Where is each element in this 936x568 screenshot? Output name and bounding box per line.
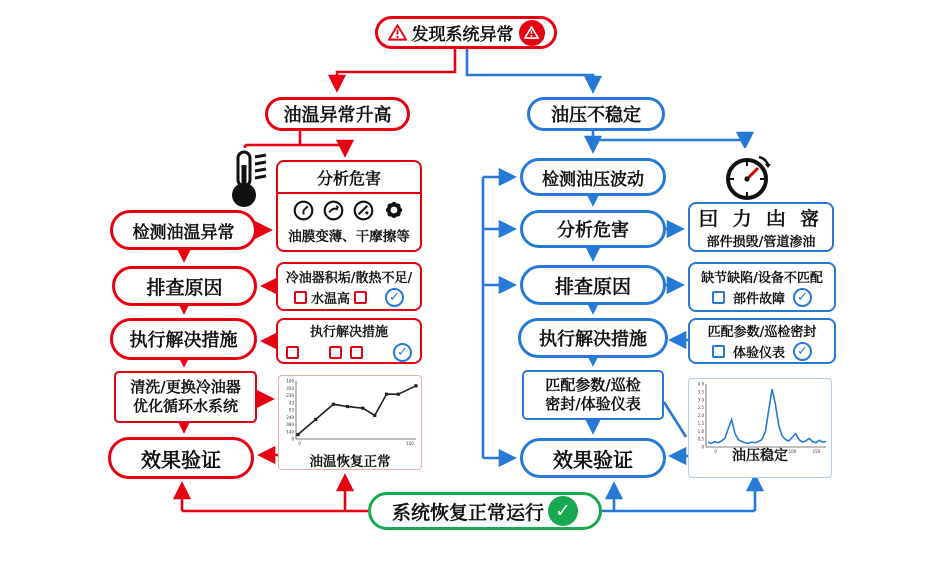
node-analyze-hazard-right: [520, 210, 666, 248]
svg-text:230: 230: [286, 393, 294, 398]
gear-icon: [383, 199, 405, 221]
svg-text:150: 150: [812, 449, 821, 454]
node-investigate-cause-right: [520, 265, 666, 305]
svg-text:0.5: 0.5: [697, 436, 704, 442]
measure-box-left: [276, 318, 422, 364]
check-circle-green-icon: ✓: [548, 496, 578, 526]
node-investigate-cause-left: [112, 266, 257, 306]
warning-triangle-badge-icon: [519, 20, 545, 46]
cause-line1: 缺节缺陷/设备不匹配: [701, 271, 823, 286]
chart-caption: 油压稳定: [732, 448, 788, 464]
measure-box-right: [688, 318, 836, 364]
svg-text:480: 480: [286, 422, 294, 427]
svg-text:150: 150: [406, 441, 414, 446]
svg-text:0: 0: [291, 436, 294, 442]
check-circle-icon: ✓: [793, 342, 812, 361]
measure-title: 执行解决措施: [309, 324, 388, 340]
step-label: 效果验证: [553, 447, 633, 472]
leak-circle-icon: [353, 200, 374, 221]
step-label: 分析危害: [557, 220, 629, 241]
action-line2: 优化循环水系统: [132, 397, 238, 415]
svg-text:1.5: 1.5: [697, 420, 704, 426]
node-verify-right: [520, 438, 666, 478]
checkbox[interactable]: [712, 291, 725, 304]
thermometer-icon: [224, 148, 270, 212]
checkbox[interactable]: [286, 346, 299, 359]
svg-text:2.0: 2.0: [697, 413, 704, 418]
checkbox[interactable]: [350, 346, 363, 359]
node-detect-oil-pressure: [520, 158, 666, 196]
top-node-label: 发现系统异常: [411, 25, 514, 45]
gauge-circle-icon: [293, 200, 314, 221]
cause-box-left: [276, 262, 422, 311]
svg-text:0: 0: [714, 449, 717, 454]
broken-part-icon: 凷: [766, 208, 790, 230]
svg-text:0: 0: [298, 441, 301, 446]
node-oil-pressure-branch: [527, 97, 665, 131]
left-branch-label: 油温异常升高: [283, 105, 392, 126]
chart-caption: 油温恢复正常: [309, 454, 391, 470]
check-circle-icon: ✓: [793, 288, 812, 307]
oil-temp-line-chart: [280, 376, 420, 450]
checkbox[interactable]: [329, 346, 342, 359]
cause-box-right: [688, 262, 836, 312]
action-line1: 清洗/更换冷油器: [130, 378, 241, 397]
right-branch-label: 油压不稳定: [551, 105, 641, 126]
hazard-caption: 部件损毁/管道渗油: [706, 235, 816, 250]
svg-text:450: 450: [286, 385, 294, 391]
hazard-box-right: [688, 202, 834, 252]
cause-line2: 部件故障: [732, 292, 785, 307]
cause-line2: 水温高: [310, 291, 350, 307]
step-label: 检测油压波动: [542, 169, 644, 190]
bottom-node-label: 系统恢复正常运行: [391, 501, 544, 524]
svg-text:1.0: 1.0: [697, 428, 704, 434]
svg-text:93: 93: [288, 407, 294, 413]
svg-text:100: 100: [788, 449, 797, 454]
force-icon: 力: [732, 208, 756, 230]
svg-text:4.0: 4.0: [697, 381, 704, 387]
measure-line2: 体验仪表: [732, 346, 785, 361]
measure-line1: 匹配参数/巡检密封: [707, 325, 817, 340]
pressure-gauge-icon: [720, 148, 778, 206]
checkbox[interactable]: [354, 291, 367, 304]
node-system-recovered: [368, 492, 602, 530]
svg-text:140: 140: [286, 429, 294, 435]
step-label: 排查原因: [554, 275, 631, 298]
svg-text:249: 249: [286, 414, 294, 420]
svg-text:43: 43: [288, 400, 294, 406]
node-detect-oil-temp: [110, 210, 257, 250]
node-verify-left: [108, 437, 254, 479]
action-line2: 密封/体验仪表: [545, 395, 641, 413]
step-label: 效果验证: [141, 447, 221, 472]
hazard-glyph-icons: [699, 204, 823, 231]
node-execute-measures-left: [110, 318, 257, 360]
step-label: 检测油温异常: [132, 222, 235, 243]
node-action-right: [522, 370, 664, 420]
hazard-caption: 油膜变薄、干摩擦等: [288, 229, 410, 245]
checkbox[interactable]: [294, 291, 307, 304]
warning-triangle-outline-icon: [388, 24, 407, 41]
action-line1: 匹配参数/巡检: [545, 376, 641, 395]
chart-box-oil-temp: [278, 375, 422, 470]
fan-circle-icon: [323, 200, 344, 221]
step-label: 执行解决措施: [129, 330, 238, 351]
node-action-left: [114, 371, 257, 423]
checkbox[interactable]: [712, 345, 725, 358]
check-circle-icon: ✓: [393, 343, 412, 362]
node-system-anomaly: [375, 16, 557, 49]
check-circle-icon: ✓: [385, 288, 404, 307]
node-execute-measures-right: [518, 318, 668, 358]
svg-text:100: 100: [286, 378, 294, 384]
step-label: 排查原因: [146, 276, 223, 299]
svg-text:3.0: 3.0: [697, 397, 704, 403]
seal-icon: 宻: [799, 208, 823, 230]
node-oil-temp-branch: [265, 97, 410, 131]
cause-line1: 冷油器积垢/散热不足/: [285, 270, 413, 286]
step-label: 执行解决措施: [539, 329, 647, 350]
hazard-title: 分析危害: [316, 169, 381, 188]
svg-text:3.5: 3.5: [697, 389, 704, 395]
chart-box-oil-pressure: [688, 378, 832, 478]
hazard-box-left: [276, 160, 422, 252]
svg-text:0: 0: [701, 444, 704, 450]
svg-text:2.5: 2.5: [697, 405, 704, 411]
box-arrow-icon: 囙: [699, 208, 723, 230]
